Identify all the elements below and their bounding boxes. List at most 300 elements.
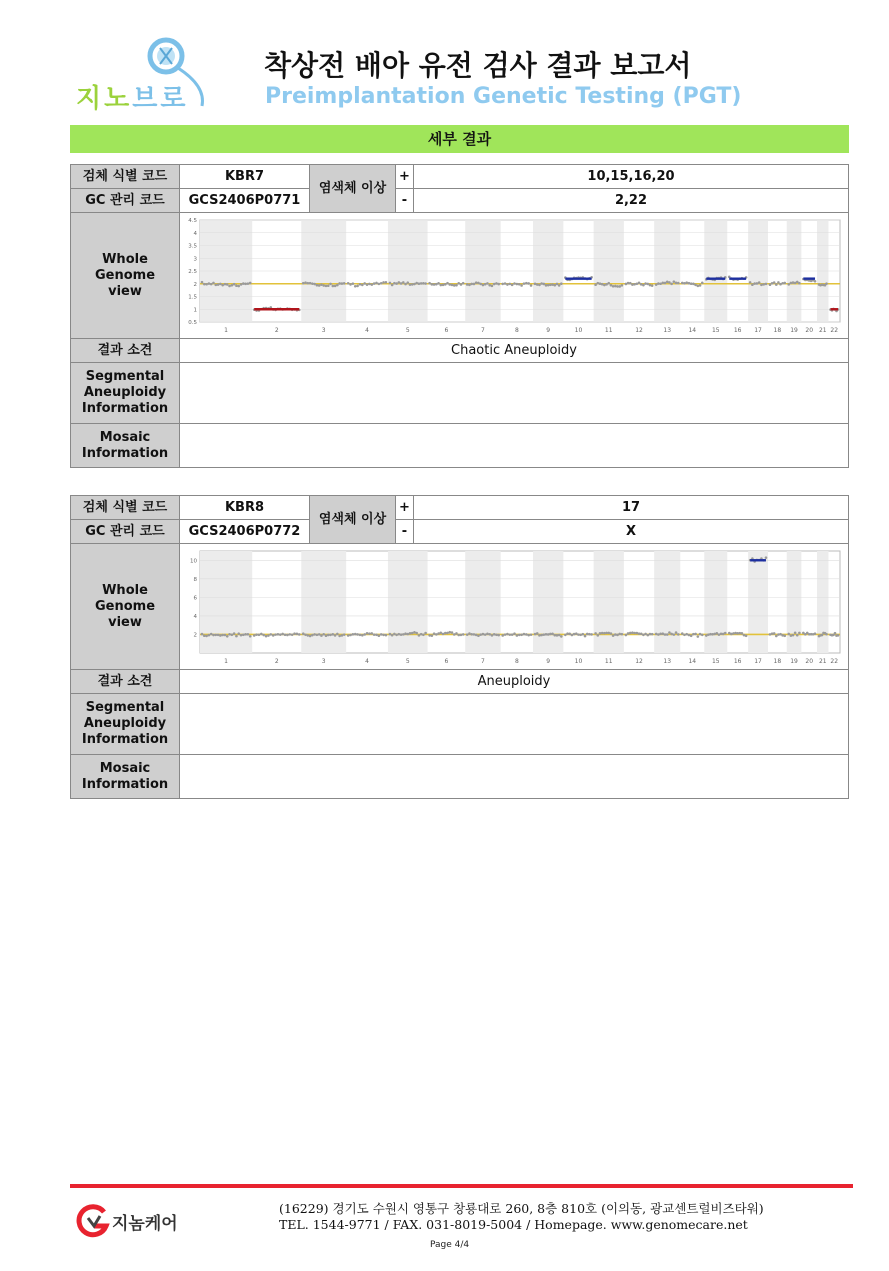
copy-number-point (352, 282, 355, 285)
mosaic-value (180, 424, 849, 468)
x-tick-label: 22 (830, 326, 839, 334)
copy-number-point (439, 631, 442, 634)
page-number: Page 4/4 (430, 1240, 470, 1250)
loss-sign: - (396, 520, 414, 544)
copy-number-point (413, 630, 416, 633)
copy-number-point (393, 281, 396, 284)
copy-number-point (267, 634, 270, 637)
copy-number-point (491, 284, 494, 287)
y-tick-label: 4 (193, 230, 197, 237)
x-tick-label: 22 (830, 657, 839, 665)
copy-number-point (590, 633, 593, 636)
copy-number-point (547, 283, 550, 286)
copy-number-point (424, 282, 427, 285)
copy-number-point (402, 281, 405, 284)
copy-number-point (586, 632, 589, 635)
copy-number-point (765, 282, 768, 285)
copy-number-point (224, 633, 227, 636)
y-tick-label: 3 (193, 255, 197, 262)
copy-number-point (375, 281, 378, 284)
chromosome-band (465, 551, 500, 653)
x-tick-label: 19 (790, 326, 798, 334)
copy-number-point (681, 632, 684, 635)
copy-number-point (651, 284, 654, 287)
copy-number-point (442, 632, 445, 635)
copy-number-point (389, 281, 392, 284)
copy-number-point (320, 283, 323, 286)
copy-number-point (659, 282, 662, 285)
copy-number-point (631, 631, 634, 634)
copy-number-point (486, 632, 489, 635)
copy-number-point (437, 282, 440, 285)
chromosome-band (787, 551, 802, 653)
x-tick-label: 17 (754, 657, 762, 665)
copy-number-point (428, 281, 431, 284)
whole-genome-chart (180, 545, 848, 669)
copy-number-point (320, 634, 323, 637)
copy-number-point (307, 634, 310, 637)
copy-number-point (504, 633, 507, 636)
copy-number-point (462, 633, 465, 636)
copy-number-point (437, 632, 440, 635)
copy-number-point (527, 282, 530, 285)
copy-number-point (675, 631, 678, 634)
copy-number-point (530, 633, 533, 636)
copy-number-point (422, 282, 425, 285)
copy-number-point (692, 282, 695, 285)
copy-number-point (359, 283, 362, 286)
copy-number-point (226, 634, 229, 637)
copy-number-point (837, 634, 840, 637)
copy-number-point (347, 634, 350, 637)
copy-number-point (530, 284, 533, 287)
copy-number-point (493, 633, 496, 636)
gc-code-value: GCS2406P0772 (180, 520, 310, 544)
chromosome-abnormality-label: 염색체 이상 (310, 165, 396, 213)
finding-value: Aneuploidy (180, 670, 849, 694)
copy-number-point (334, 284, 337, 287)
copy-number-point (219, 282, 222, 285)
copy-number-point (794, 631, 797, 634)
copy-number-point (701, 633, 704, 636)
copy-number-point (237, 632, 240, 635)
chromosome-band (388, 551, 428, 653)
copy-number-point (382, 281, 385, 284)
x-tick-label: 5 (405, 657, 410, 665)
copy-number-point (244, 282, 247, 285)
copy-number-point (765, 556, 768, 559)
copy-number-point (203, 282, 206, 285)
copy-number-point (538, 283, 541, 286)
copy-number-point (409, 283, 412, 286)
copy-number-point (336, 632, 339, 635)
copy-number-point (382, 633, 385, 636)
copy-number-point (233, 282, 236, 285)
copy-number-point (670, 282, 673, 285)
copy-number-point (356, 284, 359, 287)
copy-number-point (473, 633, 476, 636)
report-title: 착상전 배아 유전 검사 결과 보고서 (264, 49, 692, 82)
copy-number-point (453, 284, 456, 287)
copy-number-point (775, 283, 778, 286)
copy-number-point (518, 282, 521, 285)
copy-number-point (618, 632, 621, 635)
x-tick-label: 16 (733, 657, 742, 665)
copy-number-point (249, 281, 252, 284)
copy-number-point (482, 283, 485, 286)
x-tick-label: 9 (546, 657, 551, 665)
x-tick-label: 14 (688, 657, 697, 665)
copy-number-point (631, 283, 634, 286)
copy-number-point (313, 282, 316, 285)
copy-number-point (495, 633, 498, 636)
copy-number-point (370, 632, 373, 635)
copy-number-point (247, 282, 250, 285)
copy-number-point (406, 281, 409, 284)
copy-number-point (668, 281, 671, 284)
copy-number-point (792, 633, 795, 636)
x-tick-label: 17 (754, 326, 762, 334)
x-tick-label: 9 (546, 326, 551, 334)
x-tick-label: 18 (773, 326, 782, 334)
copy-number-point (406, 632, 409, 635)
copy-number-point (666, 633, 669, 636)
section-header: 세부 결과 (70, 125, 849, 153)
copy-number-point (325, 284, 328, 287)
copy-number-point (688, 633, 691, 636)
copy-number-point (272, 634, 275, 637)
finding-value: Chaotic Aneuploidy (180, 339, 849, 363)
copy-number-point (568, 632, 571, 635)
copy-number-point (787, 632, 790, 635)
copy-number-point (338, 634, 341, 637)
copy-number-point (473, 282, 476, 285)
copy-number-point (260, 632, 263, 635)
copy-number-point (433, 283, 436, 286)
copy-number-point (334, 634, 337, 637)
copy-number-point (453, 633, 456, 636)
copy-number-point (468, 632, 471, 635)
copy-number-point (599, 632, 602, 635)
copy-number-point (311, 282, 314, 285)
logo-wordmark: 지노브로 (76, 84, 189, 114)
copy-number-point (313, 633, 316, 636)
copy-number-point (584, 634, 587, 637)
x-tick-label: 8 (514, 657, 519, 665)
copy-number-point (311, 633, 314, 636)
copy-number-point (506, 283, 509, 286)
copy-number-point (233, 632, 236, 635)
copy-number-point (516, 634, 519, 637)
copy-number-point (558, 633, 561, 636)
segmental-aneuploidy-label: Segmental Aneuploidy Information (71, 363, 180, 424)
copy-number-point (265, 634, 268, 637)
x-tick-label: 8 (514, 326, 519, 334)
genomecare-g-icon (74, 1204, 114, 1238)
copy-number-point (511, 283, 514, 286)
copy-number-point (556, 282, 559, 285)
copy-number-point (224, 282, 227, 285)
copy-number-point (556, 634, 559, 637)
y-tick-label: 4 (193, 613, 197, 620)
copy-number-point (664, 281, 667, 284)
copy-number-point (594, 283, 597, 286)
x-tick-label: 18 (773, 657, 782, 665)
copy-number-point (477, 634, 480, 637)
chromosome-band (301, 551, 346, 653)
copy-number-point (217, 633, 220, 636)
copy-number-point (277, 633, 280, 636)
copy-number-point (205, 634, 208, 637)
copy-number-point (336, 283, 339, 286)
copy-number-point (398, 632, 401, 635)
copy-number-point (661, 632, 664, 635)
copy-number-point (395, 282, 398, 285)
copy-number-point (644, 282, 647, 285)
x-tick-label: 6 (444, 657, 449, 665)
copy-number-point (391, 633, 394, 636)
x-tick-label: 15 (711, 326, 720, 334)
copy-number-point (366, 631, 369, 634)
copy-number-point (298, 633, 301, 636)
copy-number-point (699, 632, 702, 635)
copy-number-point (352, 633, 355, 636)
copy-number-point (347, 282, 350, 285)
copy-number-point (228, 284, 231, 287)
copy-number-point (468, 283, 471, 286)
x-tick-label: 12 (635, 326, 643, 334)
copy-number-point (558, 284, 561, 287)
copy-number-point (753, 282, 756, 285)
copy-number-point (284, 633, 287, 636)
copy-number-point (415, 281, 418, 284)
copy-number-point (210, 282, 213, 285)
copy-number-point (212, 633, 215, 636)
copy-number-point (274, 633, 277, 636)
copy-number-point (322, 632, 325, 635)
copy-number-point (681, 281, 684, 284)
whole-genome-label: Whole Genome view (71, 544, 180, 670)
copy-number-point (724, 631, 727, 634)
chromosome-band (748, 551, 768, 653)
copy-number-point (231, 283, 234, 286)
copy-number-point (422, 633, 425, 636)
copy-number-point (325, 634, 328, 637)
copy-number-point (253, 634, 256, 637)
copy-number-point (582, 632, 585, 635)
copy-number-point (424, 631, 427, 634)
copy-number-point (646, 282, 649, 285)
copy-number-point (614, 284, 617, 287)
copy-number-point (573, 632, 576, 635)
x-tick-label: 10 (574, 657, 583, 665)
x-tick-label: 15 (711, 657, 720, 665)
copy-number-point (395, 633, 398, 636)
copy-number-point (451, 631, 454, 634)
copy-number-point (203, 634, 206, 637)
copy-number-point (625, 633, 628, 636)
copy-number-point (697, 635, 700, 638)
copy-number-point (354, 284, 357, 287)
chromosome-band (654, 551, 680, 653)
copy-number-point (543, 633, 546, 636)
copy-number-point (825, 282, 828, 285)
copy-number-point (655, 283, 658, 286)
copy-number-point (373, 633, 376, 636)
copy-number-point (783, 281, 786, 284)
copy-number-point (777, 281, 780, 284)
copy-number-point (564, 633, 567, 636)
copy-number-point (690, 282, 693, 285)
x-tick-label: 4 (365, 326, 369, 334)
copy-number-point (435, 282, 438, 285)
copy-number-point (455, 283, 458, 286)
copy-number-point (685, 281, 688, 284)
sample-id-value: KBR7 (180, 165, 310, 189)
copy-number-point (391, 283, 394, 286)
copy-number-point (398, 281, 401, 284)
copy-number-point (281, 632, 284, 635)
copy-number-point (821, 633, 824, 636)
copy-number-point (466, 633, 469, 636)
copy-number-point (697, 284, 700, 287)
copy-number-point (237, 284, 240, 287)
copy-number-point (534, 632, 537, 635)
x-tick-label: 13 (663, 326, 672, 334)
copy-number-point (520, 633, 523, 636)
copy-number-point (479, 282, 482, 285)
y-tick-label: 0.5 (188, 319, 197, 326)
x-tick-label: 7 (481, 326, 485, 334)
copy-number-point (451, 283, 454, 286)
copy-number-point (404, 632, 407, 635)
y-tick-label: 4.5 (188, 217, 197, 224)
copy-number-point (773, 632, 776, 635)
copy-number-point (219, 634, 222, 637)
copy-number-point (629, 281, 632, 284)
copy-number-point (457, 633, 460, 636)
copy-number-point (690, 634, 693, 637)
copy-number-point (769, 283, 772, 286)
gc-code-value: GCS2406P0771 (180, 189, 310, 213)
mosaic-value (180, 755, 849, 799)
copy-number-point (255, 633, 258, 636)
x-tick-label: 16 (733, 326, 742, 334)
copy-number-point (484, 633, 487, 636)
copy-number-point (242, 282, 245, 285)
copy-number-point (444, 631, 447, 634)
copy-number-point (279, 633, 282, 636)
copy-number-point (363, 282, 366, 285)
chromosome-abnormality-label: 염색체 이상 (310, 496, 396, 544)
sample-result-table (70, 495, 849, 799)
copy-number-point (385, 633, 388, 636)
finding-label: 결과 소견 (71, 670, 180, 694)
x-tick-label: 21 (818, 326, 827, 334)
copy-number-point (666, 280, 669, 283)
copy-number-point (411, 631, 414, 634)
y-tick-label: 3.5 (188, 243, 197, 249)
copy-number-point (291, 633, 294, 636)
copy-number-point (607, 281, 610, 284)
copy-number-point (664, 633, 667, 636)
copy-number-point (482, 632, 485, 635)
copy-number-point (553, 283, 556, 286)
company-address: (16229) 경기도 수원시 영통구 창룡대로 260, 8층 810호 (이의동, 광교센트럴비즈타워) TEL. 1544-9771 / FAX. 031-8019-5004 / Homepage. www.genomecare.net (279, 1201, 764, 1232)
copy-number-point (349, 283, 352, 286)
copy-number-point (221, 283, 224, 286)
copy-number-point (316, 633, 319, 636)
copy-number-point (491, 634, 494, 637)
copy-number-point (338, 282, 341, 285)
copy-number-point (378, 282, 381, 285)
copy-number-point (249, 634, 252, 637)
copy-number-point (258, 633, 261, 636)
copy-number-point (318, 284, 321, 287)
copy-number-point (307, 281, 310, 284)
x-tick-label: 1 (224, 657, 229, 665)
copy-number-point (435, 633, 438, 636)
copy-number-point (649, 283, 652, 286)
copy-number-point (442, 283, 445, 286)
copy-number-point (366, 283, 369, 286)
copy-number-point (540, 633, 543, 636)
copy-number-point (683, 633, 686, 636)
copy-number-point (400, 282, 403, 285)
y-tick-label: 10 (190, 557, 197, 564)
copy-number-point (462, 281, 465, 284)
copy-number-point (327, 284, 330, 287)
copy-number-point (380, 633, 383, 636)
copy-number-point (354, 632, 357, 635)
copy-number-point (504, 282, 507, 285)
copy-number-point (444, 283, 447, 286)
whole-genome-label: Whole Genome view (71, 213, 180, 339)
copy-number-point (773, 281, 776, 284)
copy-number-point (270, 633, 273, 636)
finding-label: 결과 소견 (71, 339, 180, 363)
copy-number-point (638, 281, 641, 284)
copy-number-point (513, 632, 516, 635)
chromosome-band (704, 551, 727, 653)
copy-number-point (322, 284, 325, 287)
copy-number-point (327, 633, 330, 636)
copy-number-point (547, 633, 550, 636)
x-tick-label: 5 (405, 326, 410, 334)
x-tick-label: 12 (635, 657, 643, 665)
x-tick-label: 19 (790, 657, 798, 665)
copy-number-point (495, 282, 498, 285)
copy-number-point (343, 633, 346, 636)
copy-number-point (497, 282, 500, 285)
copy-number-point (309, 281, 312, 284)
gain-chromosomes: 17 (414, 496, 849, 520)
copy-number-point (446, 631, 449, 634)
report-subtitle: Preimplantation Genetic Testing (PGT) (265, 84, 742, 109)
copy-number-point (479, 633, 482, 636)
y-tick-label: 2 (193, 631, 197, 638)
copy-number-point (560, 635, 563, 638)
x-tick-label: 11 (604, 326, 613, 334)
copy-number-point (420, 632, 423, 635)
x-tick-label: 7 (481, 657, 485, 665)
copy-number-point (475, 281, 478, 284)
copy-number-point (523, 632, 526, 635)
copy-number-point (418, 282, 421, 285)
whole-genome-chart (180, 214, 848, 338)
copy-number-point (235, 284, 238, 287)
copy-number-point (501, 282, 504, 285)
